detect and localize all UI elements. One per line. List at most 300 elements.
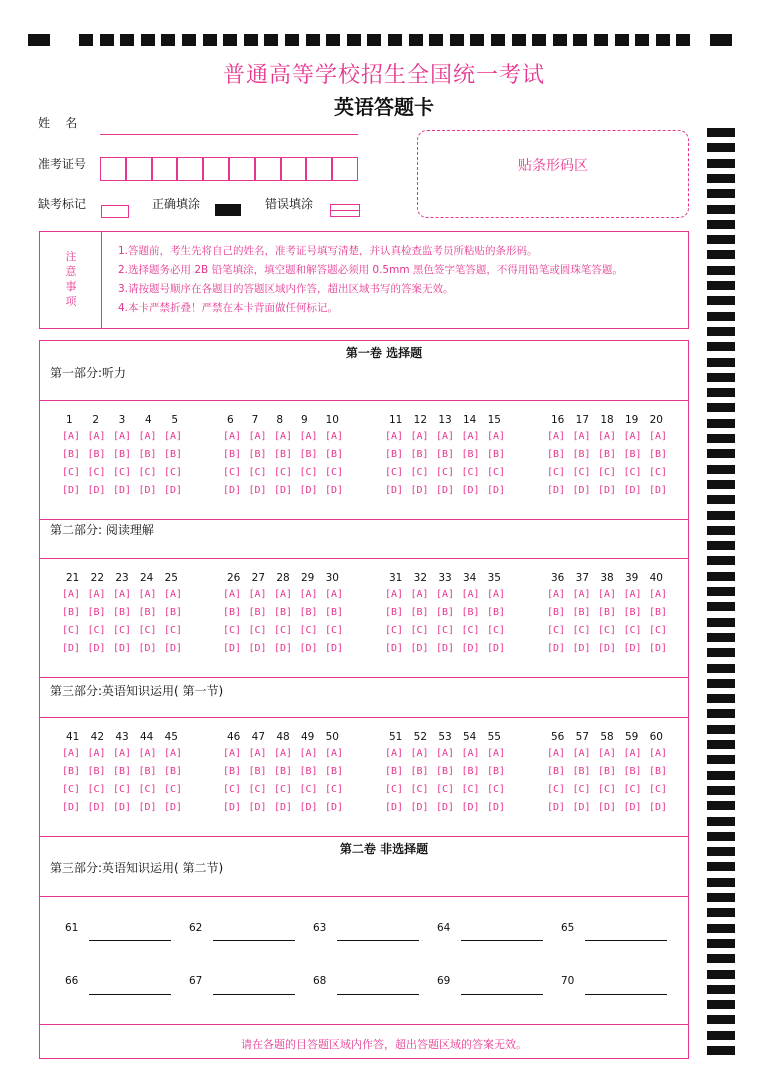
answer-bubble[interactable]: [A] xyxy=(410,589,429,600)
answer-bubble[interactable]: [C] xyxy=(138,467,157,478)
answer-bubble[interactable]: [B] xyxy=(410,766,429,777)
answer-bubble[interactable]: [D] xyxy=(112,802,132,813)
question-numbers xyxy=(62,572,182,589)
answer-bubble[interactable]: [D] xyxy=(461,643,480,654)
answer-bubble[interactable]: [D] xyxy=(248,485,267,496)
answer-bubble[interactable]: [B] xyxy=(547,766,566,777)
answer-bubble[interactable]: [A] xyxy=(273,748,293,759)
answer-bubble[interactable]: [C] xyxy=(597,784,617,795)
question-number: 40 xyxy=(649,572,663,584)
answer-bubble[interactable]: [B] xyxy=(385,449,404,460)
answer-bubble[interactable]: [C] xyxy=(299,467,318,478)
answer-bubble[interactable]: [A] xyxy=(138,748,157,759)
option-row xyxy=(62,784,182,802)
answer-bubble[interactable]: [A] xyxy=(324,431,343,442)
timing-mark xyxy=(635,34,649,46)
answer-bubble[interactable]: [A] xyxy=(248,748,267,759)
answer-bubble[interactable]: [B] xyxy=(299,607,318,618)
answer-bubble[interactable]: [C] xyxy=(223,467,242,478)
answer-bubble[interactable]: [A] xyxy=(112,748,132,759)
id-digit-box[interactable] xyxy=(229,157,255,181)
answer-bubble[interactable]: [D] xyxy=(410,485,429,496)
answer-bubble[interactable]: [C] xyxy=(324,784,343,795)
question-number: 3 xyxy=(118,414,126,426)
blank-answer-line[interactable] xyxy=(337,940,419,941)
answer-bubble[interactable]: [C] xyxy=(648,784,667,795)
answer-bubble[interactable]: [B] xyxy=(324,449,343,460)
answer-bubble[interactable]: [B] xyxy=(273,766,293,777)
question-numbers xyxy=(547,572,667,589)
answer-bubble[interactable]: [D] xyxy=(223,802,242,813)
option-row xyxy=(62,485,182,503)
answer-bubble[interactable]: [A] xyxy=(486,589,505,600)
answer-bubble[interactable]: [C] xyxy=(163,625,182,636)
answer-bubble[interactable]: [A] xyxy=(248,431,267,442)
answer-bubble[interactable]: [D] xyxy=(62,485,81,496)
answer-bubble[interactable]: [C] xyxy=(324,625,343,636)
answer-bubble[interactable]: [D] xyxy=(248,643,267,654)
answer-bubble[interactable]: [D] xyxy=(138,643,157,654)
answer-bubble[interactable]: [D] xyxy=(410,802,429,813)
answer-bubble[interactable]: [C] xyxy=(410,625,429,636)
answer-bubble[interactable]: [A] xyxy=(273,431,293,442)
answer-bubble[interactable]: [B] xyxy=(597,607,617,618)
timing-mark xyxy=(707,786,735,795)
answer-bubble[interactable]: [C] xyxy=(410,467,429,478)
answer-bubble[interactable]: [A] xyxy=(385,431,404,442)
answer-bubble[interactable]: [B] xyxy=(299,766,318,777)
answer-bubble[interactable]: [D] xyxy=(112,485,132,496)
answer-bubble[interactable]: [B] xyxy=(572,449,591,460)
answer-bubble[interactable]: [D] xyxy=(623,485,642,496)
answer-bubble[interactable]: [C] xyxy=(299,625,318,636)
name-field[interactable] xyxy=(100,134,358,135)
answer-bubble[interactable]: [A] xyxy=(648,431,667,442)
answer-bubble[interactable]: [B] xyxy=(623,766,642,777)
answer-bubble[interactable]: [A] xyxy=(299,748,318,759)
answer-bubble[interactable]: [D] xyxy=(112,643,132,654)
answer-bubble[interactable]: [D] xyxy=(385,802,404,813)
answer-bubble[interactable]: [A] xyxy=(547,431,566,442)
answer-bubble[interactable]: [A] xyxy=(248,589,267,600)
answer-bubble[interactable]: [A] xyxy=(410,431,429,442)
answer-bubble[interactable]: [D] xyxy=(648,643,667,654)
answer-bubble[interactable]: [B] xyxy=(547,607,566,618)
answer-bubble[interactable]: [A] xyxy=(223,748,242,759)
answer-bubble[interactable]: [C] xyxy=(87,467,106,478)
answer-bubble[interactable]: [A] xyxy=(163,431,182,442)
answer-bubble[interactable]: [D] xyxy=(572,643,591,654)
answer-bubble[interactable]: [C] xyxy=(299,784,318,795)
option-row xyxy=(547,625,667,643)
answer-bubble[interactable]: [A] xyxy=(623,431,642,442)
answer-bubble[interactable]: [D] xyxy=(273,802,293,813)
blank-answer-line[interactable] xyxy=(585,940,667,941)
answer-bubble[interactable]: [A] xyxy=(223,431,242,442)
answer-bubble[interactable]: [C] xyxy=(597,625,617,636)
answer-bubble[interactable]: [D] xyxy=(385,485,404,496)
answer-bubble[interactable]: [A] xyxy=(299,431,318,442)
answer-bubble[interactable]: [D] xyxy=(62,643,81,654)
answer-bubble[interactable]: [C] xyxy=(410,784,429,795)
blank-answer-line[interactable] xyxy=(461,940,543,941)
answer-bubble[interactable]: [D] xyxy=(623,643,642,654)
answer-bubble[interactable]: [C] xyxy=(223,625,242,636)
answer-bubble[interactable]: [D] xyxy=(435,485,455,496)
answer-bubble[interactable]: [D] xyxy=(410,643,429,654)
answer-bubble[interactable]: [B] xyxy=(163,607,182,618)
answer-bubble[interactable]: [B] xyxy=(461,607,480,618)
answer-bubble[interactable]: [D] xyxy=(385,643,404,654)
answer-bubble[interactable]: [C] xyxy=(62,467,81,478)
answer-bubble[interactable]: [B] xyxy=(435,766,455,777)
timing-mark xyxy=(553,34,567,46)
answer-bubble[interactable]: [D] xyxy=(547,485,566,496)
timing-mark xyxy=(409,34,423,46)
answer-bubble[interactable]: [A] xyxy=(597,589,617,600)
answer-bubble[interactable]: [A] xyxy=(138,431,157,442)
answer-bubble[interactable]: [A] xyxy=(435,589,455,600)
answer-bubble[interactable]: [B] xyxy=(248,607,267,618)
answer-bubble[interactable]: [D] xyxy=(163,802,182,813)
answer-bubble[interactable]: [D] xyxy=(163,485,182,496)
id-digit-box[interactable] xyxy=(152,157,178,181)
blank-answer-line[interactable] xyxy=(89,994,171,995)
answer-bubble[interactable]: [C] xyxy=(572,467,591,478)
answer-bubble[interactable]: [A] xyxy=(87,431,106,442)
answer-bubble[interactable]: [C] xyxy=(486,625,505,636)
answer-bubble[interactable]: [B] xyxy=(112,766,132,777)
answer-bubble[interactable]: [A] xyxy=(461,431,480,442)
answer-bubble[interactable]: [B] xyxy=(324,766,343,777)
answer-bubble[interactable]: [C] xyxy=(163,467,182,478)
answer-bubble[interactable]: [C] xyxy=(486,784,505,795)
answer-bubble[interactable]: [D] xyxy=(273,485,293,496)
answer-bubble[interactable]: [B] xyxy=(163,766,182,777)
answer-bubble[interactable]: [B] xyxy=(62,607,81,618)
answer-bubble[interactable]: [C] xyxy=(572,625,591,636)
answer-bubble[interactable]: [B] xyxy=(138,449,157,460)
answer-bubble[interactable]: [B] xyxy=(299,449,318,460)
answer-bubble[interactable]: [B] xyxy=(435,607,455,618)
answer-bubble[interactable]: [C] xyxy=(461,467,480,478)
answer-bubble[interactable]: [B] xyxy=(223,607,242,618)
answer-bubble[interactable]: [C] xyxy=(138,625,157,636)
answer-bubble[interactable]: [B] xyxy=(461,449,480,460)
timing-mark xyxy=(28,34,50,46)
timing-mark xyxy=(707,709,735,718)
answer-bubble[interactable]: [B] xyxy=(486,607,505,618)
answer-bubble[interactable]: [D] xyxy=(87,643,106,654)
answer-bubble[interactable]: [B] xyxy=(248,766,267,777)
answer-bubble[interactable]: [D] xyxy=(486,643,505,654)
blank-answer-line[interactable] xyxy=(213,940,295,941)
answer-bubble[interactable]: [B] xyxy=(648,449,667,460)
id-digit-box[interactable] xyxy=(332,157,358,181)
answer-bubble[interactable]: [B] xyxy=(572,766,591,777)
answer-bubble[interactable]: [C] xyxy=(248,467,267,478)
answer-bubble[interactable]: [A] xyxy=(62,431,81,442)
answer-bubble[interactable]: [B] xyxy=(486,449,505,460)
answer-bubble[interactable]: [A] xyxy=(648,589,667,600)
answer-bubble[interactable]: [C] xyxy=(623,625,642,636)
answer-bubble[interactable]: [D] xyxy=(648,802,667,813)
answer-bubble[interactable]: [A] xyxy=(572,748,591,759)
option-row xyxy=(62,449,182,467)
answer-bubble[interactable]: [A] xyxy=(648,748,667,759)
answer-bubble[interactable]: [B] xyxy=(547,449,566,460)
answer-bubble[interactable]: [B] xyxy=(324,607,343,618)
answer-bubble[interactable]: [A] xyxy=(138,589,157,600)
answer-bubble[interactable]: [C] xyxy=(62,625,81,636)
answer-bubble[interactable]: [C] xyxy=(547,467,566,478)
answer-bubble[interactable]: [A] xyxy=(62,589,81,600)
answer-bubble[interactable]: [C] xyxy=(435,625,455,636)
answer-bubble[interactable]: [C] xyxy=(461,784,480,795)
answer-bubble[interactable]: [B] xyxy=(648,766,667,777)
answer-bubble[interactable]: [A] xyxy=(461,589,480,600)
answer-bubble[interactable]: [B] xyxy=(62,449,81,460)
id-digit-box[interactable] xyxy=(255,157,281,181)
answer-bubble[interactable]: [B] xyxy=(623,607,642,618)
id-digit-box[interactable] xyxy=(177,157,203,181)
answer-bubble[interactable]: [C] xyxy=(273,625,293,636)
answer-bubble[interactable]: [D] xyxy=(435,802,455,813)
answer-bubble[interactable]: [A] xyxy=(299,589,318,600)
answer-bubble[interactable]: [B] xyxy=(572,607,591,618)
answer-bubble[interactable]: [D] xyxy=(547,802,566,813)
question-number: 50 xyxy=(325,731,339,743)
answer-bubble[interactable]: [D] xyxy=(299,643,318,654)
answer-bubble[interactable]: [C] xyxy=(112,467,132,478)
answer-bubble[interactable]: [B] xyxy=(87,449,106,460)
blank-number: 64 xyxy=(437,922,451,934)
answer-bubble[interactable]: [C] xyxy=(248,784,267,795)
answer-bubble[interactable]: [A] xyxy=(385,748,404,759)
blank-answer-line[interactable] xyxy=(585,994,667,995)
answer-bubble[interactable]: [C] xyxy=(385,784,404,795)
answer-bubble[interactable]: [C] xyxy=(648,625,667,636)
answer-bubble[interactable]: [A] xyxy=(572,431,591,442)
answer-bubble[interactable]: [A] xyxy=(597,431,617,442)
answer-bubble[interactable]: [A] xyxy=(112,589,132,600)
answer-bubble[interactable]: [D] xyxy=(486,485,505,496)
answer-bubble[interactable]: [C] xyxy=(273,467,293,478)
answer-bubble[interactable]: [C] xyxy=(273,784,293,795)
answer-bubble[interactable]: [A] xyxy=(163,589,182,600)
answer-bubble[interactable]: [D] xyxy=(597,643,617,654)
answer-bubble[interactable]: [C] xyxy=(87,784,106,795)
answer-bubble[interactable]: [C] xyxy=(435,467,455,478)
answer-bubble[interactable]: [A] xyxy=(62,748,81,759)
answer-bubble[interactable]: [B] xyxy=(138,607,157,618)
answer-bubble[interactable]: [B] xyxy=(597,766,617,777)
id-digit-box[interactable] xyxy=(281,157,307,181)
answer-bubble[interactable]: [D] xyxy=(572,485,591,496)
answer-bubble[interactable]: [B] xyxy=(87,607,106,618)
answer-bubble[interactable]: [B] xyxy=(138,766,157,777)
answer-bubble[interactable]: [C] xyxy=(597,467,617,478)
answer-bubble[interactable]: [B] xyxy=(410,449,429,460)
id-boxes[interactable] xyxy=(100,157,358,183)
answer-bubble[interactable]: [C] xyxy=(385,625,404,636)
answer-bubble[interactable]: [A] xyxy=(486,748,505,759)
answer-bubble[interactable]: [A] xyxy=(410,748,429,759)
answer-bubble[interactable]: [C] xyxy=(163,784,182,795)
answer-bubble[interactable]: [B] xyxy=(87,766,106,777)
answer-bubble[interactable]: [B] xyxy=(597,449,617,460)
answer-bubble[interactable]: [D] xyxy=(62,802,81,813)
timing-mark xyxy=(707,556,735,565)
option-row xyxy=(547,431,667,449)
barcode-label: 贴条形码区 xyxy=(518,158,588,174)
answer-bubble[interactable]: [C] xyxy=(248,625,267,636)
answer-bubble[interactable]: [A] xyxy=(547,589,566,600)
id-digit-box[interactable] xyxy=(306,157,332,181)
answer-bubble[interactable]: [A] xyxy=(87,748,106,759)
answer-bubble[interactable]: [C] xyxy=(385,467,404,478)
answer-bubble[interactable]: [A] xyxy=(163,748,182,759)
answer-bubble[interactable]: [C] xyxy=(87,625,106,636)
answer-bubble[interactable]: [B] xyxy=(62,766,81,777)
answer-bubble[interactable]: [B] xyxy=(648,607,667,618)
answer-bubble[interactable]: [C] xyxy=(62,784,81,795)
answer-bubble[interactable]: [A] xyxy=(623,748,642,759)
answer-bubble[interactable]: [D] xyxy=(547,643,566,654)
answer-bubble[interactable]: [B] xyxy=(461,766,480,777)
timing-mark xyxy=(512,34,526,46)
answer-bubble[interactable]: [C] xyxy=(623,784,642,795)
timing-mark xyxy=(707,159,735,168)
timing-mark xyxy=(707,679,735,688)
answer-bubble[interactable]: [D] xyxy=(223,485,242,496)
answer-bubble[interactable]: [A] xyxy=(435,748,455,759)
answer-bubble[interactable]: [A] xyxy=(461,748,480,759)
answer-bubble[interactable]: [C] xyxy=(324,467,343,478)
answer-bubble[interactable]: [B] xyxy=(112,449,132,460)
question-number: 33 xyxy=(438,572,452,584)
answer-bubble[interactable]: [C] xyxy=(486,467,505,478)
answer-bubble[interactable]: [D] xyxy=(299,802,318,813)
answer-bubble[interactable]: [D] xyxy=(163,643,182,654)
answer-bubble[interactable]: [D] xyxy=(248,802,267,813)
answer-bubble[interactable]: [B] xyxy=(410,607,429,618)
answer-bubble[interactable]: [D] xyxy=(273,643,293,654)
answer-bubble[interactable]: [C] xyxy=(547,784,566,795)
answer-bubble[interactable]: [B] xyxy=(435,449,455,460)
answer-bubble[interactable]: [A] xyxy=(87,589,106,600)
answer-bubble[interactable]: [C] xyxy=(223,784,242,795)
answer-bubble[interactable]: [C] xyxy=(623,467,642,478)
question-number: 35 xyxy=(487,572,501,584)
answer-bubble[interactable]: [D] xyxy=(324,485,343,496)
answer-bubble[interactable]: [A] xyxy=(324,589,343,600)
answer-bubble[interactable]: [A] xyxy=(112,431,132,442)
question-number: 5 xyxy=(171,414,178,426)
answer-bubble[interactable]: [D] xyxy=(435,643,455,654)
id-digit-box[interactable] xyxy=(100,157,126,181)
answer-bubble[interactable]: [B] xyxy=(248,449,267,460)
answer-bubble[interactable]: [C] xyxy=(461,625,480,636)
answer-bubble[interactable]: [A] xyxy=(435,431,455,442)
question-number: 31 xyxy=(389,572,403,584)
answer-bubble[interactable]: [A] xyxy=(547,748,566,759)
answer-bubble[interactable]: [D] xyxy=(461,485,480,496)
absent-mark-box[interactable] xyxy=(101,205,129,218)
question-number: 7 xyxy=(251,414,259,426)
answer-bubble[interactable]: [A] xyxy=(223,589,242,600)
option-row xyxy=(62,625,182,643)
answer-bubble[interactable]: [C] xyxy=(648,467,667,478)
answer-bubble[interactable]: [D] xyxy=(87,802,106,813)
answer-bubble[interactable]: [B] xyxy=(112,607,132,618)
answer-bubble[interactable]: [D] xyxy=(138,802,157,813)
answer-bubble[interactable]: [B] xyxy=(385,766,404,777)
answer-bubble[interactable]: [D] xyxy=(223,643,242,654)
blank-answer-line[interactable] xyxy=(213,994,295,995)
blank-answer-line[interactable] xyxy=(337,994,419,995)
answer-bubble[interactable]: [C] xyxy=(547,625,566,636)
answer-bubble[interactable]: [B] xyxy=(623,449,642,460)
answer-bubble[interactable]: [C] xyxy=(112,784,132,795)
answer-bubble[interactable]: [D] xyxy=(299,485,318,496)
answer-bubble[interactable]: [B] xyxy=(163,449,182,460)
answer-bubble[interactable]: [D] xyxy=(648,485,667,496)
answer-bubble[interactable]: [C] xyxy=(112,625,132,636)
answer-bubble[interactable]: [B] xyxy=(385,607,404,618)
answer-bubble[interactable]: [A] xyxy=(623,589,642,600)
answer-bubble[interactable]: [D] xyxy=(461,802,480,813)
answer-bubble[interactable]: [A] xyxy=(385,589,404,600)
answer-bubble[interactable]: [B] xyxy=(223,449,242,460)
blank-answer-line[interactable] xyxy=(89,940,171,941)
answer-bubble[interactable]: [C] xyxy=(435,784,455,795)
timing-mark xyxy=(388,34,402,46)
answer-bubble[interactable]: [C] xyxy=(138,784,157,795)
answer-bubble[interactable]: [D] xyxy=(324,802,343,813)
answer-bubble[interactable]: [D] xyxy=(138,485,157,496)
answer-bubble[interactable]: [B] xyxy=(273,449,293,460)
timing-mark xyxy=(573,34,587,46)
answer-bubble[interactable]: [D] xyxy=(87,485,106,496)
answer-bubble[interactable]: [D] xyxy=(324,643,343,654)
answer-bubble[interactable]: [D] xyxy=(623,802,642,813)
question-group xyxy=(62,572,182,661)
blank-answer-line[interactable] xyxy=(461,994,543,995)
answer-bubble[interactable]: [A] xyxy=(273,589,293,600)
answer-bubble[interactable]: [C] xyxy=(572,784,591,795)
id-digit-box[interactable] xyxy=(126,157,152,181)
answer-bubble[interactable]: [D] xyxy=(597,485,617,496)
answer-bubble[interactable]: [B] xyxy=(223,766,242,777)
timing-mark xyxy=(707,434,735,443)
option-row xyxy=(547,766,667,784)
divider xyxy=(40,558,688,559)
answer-bubble[interactable]: [A] xyxy=(324,748,343,759)
answer-bubble[interactable]: [D] xyxy=(597,802,617,813)
answer-bubble[interactable]: [B] xyxy=(273,607,293,618)
id-digit-box[interactable] xyxy=(203,157,229,181)
answer-bubble[interactable]: [B] xyxy=(486,766,505,777)
answer-bubble[interactable]: [A] xyxy=(572,589,591,600)
answer-bubble[interactable]: [D] xyxy=(486,802,505,813)
answer-bubble[interactable]: [A] xyxy=(486,431,505,442)
timing-mark xyxy=(707,143,735,152)
timing-mark xyxy=(707,572,735,581)
timing-mark xyxy=(120,34,134,46)
answer-bubble[interactable]: [A] xyxy=(597,748,617,759)
answer-bubble[interactable]: [D] xyxy=(572,802,591,813)
